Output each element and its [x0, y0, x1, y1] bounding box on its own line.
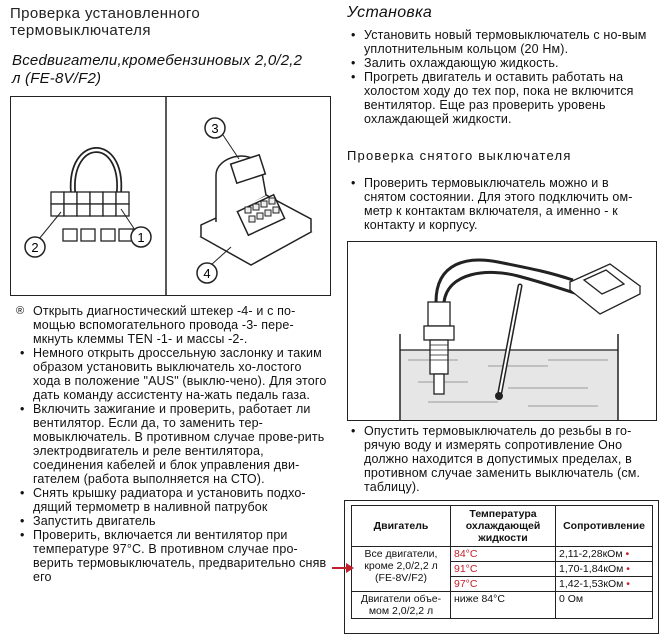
- figure-connector-jumper: [10, 96, 331, 296]
- section-title-installed-check: Проверка установленного термовыключателя: [10, 5, 201, 39]
- section-title-removed-check: Проверка снятого выключателя: [347, 148, 572, 163]
- list-item: • Запустить двигатель: [16, 514, 328, 528]
- table-cell-resistance: 1,70-1,84кОм •: [556, 562, 653, 577]
- list-item: • Залить охлаждающую жидкость.: [347, 56, 653, 70]
- callout-2: 2: [31, 240, 39, 255]
- section-title-installation: Установка: [347, 4, 433, 21]
- table-cell-engine: Все двигатели, кроме 2,0/2,2 л (FE-8V/F2): [352, 547, 451, 592]
- list-item: • Снять крышку радиатора и установить подхо-дящий термометр в наливной патрубок: [16, 486, 328, 514]
- table-header: Сопротивление: [556, 506, 653, 547]
- table-row: [352, 547, 653, 562]
- table-row: [352, 592, 653, 619]
- table-cell-resistance: 0 Ом: [556, 592, 653, 619]
- resistance-table: [351, 505, 653, 619]
- table-cell-temp: 97°С: [451, 577, 556, 592]
- list-item: • Прогреть двигатель и оставить работать на холостом ходу до тех пор, пока не включится вентилятор. Еще раз проверить уровень охлаждающей жидкости.: [347, 70, 653, 126]
- callout-4: 4: [203, 266, 211, 281]
- install-procedure-list: [347, 28, 653, 126]
- red-arrow-icon: [332, 561, 356, 575]
- list-item: • Проверить, включается ли вентилятор при температуре 97°С. В противном случае про-верить термовыключатель, предварительно сняв его: [16, 528, 328, 584]
- ohmmeter-illustration: [348, 242, 656, 420]
- table-cell-temp: 84°С: [451, 547, 556, 562]
- connector-illustration: [11, 97, 330, 295]
- list-item: • Опустить термовыключатель до резьбы в го-рячую воду и измерять сопротивление Оно должно находится в допустимых пределах, в противном случае заменить выключатель (см. таблицу).: [347, 424, 653, 494]
- resistance-table-panel: [344, 500, 659, 634]
- list-item: • Немного открыть дроссельную заслонку и таким образом установить выключатель хо-лостого хода в положение "AUS" (выклю-чено). Для этого дать команду ассистенту на-жать педаль газа.: [16, 346, 328, 402]
- table-header-row: [352, 506, 653, 547]
- resistance-value: 2,11-2,28кОм: [559, 548, 623, 560]
- left-procedure-list: [16, 304, 328, 584]
- table-cell-temp: 91°С: [451, 562, 556, 577]
- resistance-value: 1,70-1,84кОм: [559, 563, 624, 575]
- list-item: • Проверить термовыключатель можно и в снятом состоянии. Для этого подключить ом-метр к контактам включателя, а именно - к контакту и корпусу.: [347, 176, 653, 232]
- list-item: • Установить новый термовыключатель с но-вым уплотнительным кольцом (20 Нм).: [347, 28, 653, 56]
- resistance-value: 1,42-1,53кОм: [559, 578, 624, 590]
- table-cell-engine: Двигатели объе-мом 2,0/2,2 л: [352, 592, 451, 619]
- table-cell-temp: ниже 84°С: [451, 592, 556, 619]
- list-item: ® Открыть диагностический штекер -4- и с по-мощью вспомогательного провода -3- пере-мкнуть клеммы TEN -1- и массы -2-.: [16, 304, 328, 346]
- table-cell-resistance: 2,11-2,28кОм •: [556, 547, 653, 562]
- callout-3: 3: [211, 121, 219, 136]
- engine-subtitle: Всеdвигатели,кромебензиновых 2,0/2,2 л (FE-8V/F2): [12, 52, 303, 87]
- callout-1: 1: [137, 230, 145, 245]
- hot-water-test-list: [347, 424, 653, 494]
- list-item: • Включить зажигание и проверить, работает ли вентилятор. Если да, то заменить тер-мовыключатель. В противном случае прове-рить электродвигатель и реле вентилятора, соединения кабелей и блок управления дви-гателем (работа выполняется на СТО).: [16, 402, 328, 486]
- removed-check-list: [347, 176, 653, 232]
- table-header: Температура охлаждающей жидкости: [451, 506, 556, 547]
- table-header: Двигатель: [352, 506, 451, 547]
- figure-ohmmeter-test: [347, 241, 657, 421]
- table-cell-resistance: 1,42-1,53кОм •: [556, 577, 653, 592]
